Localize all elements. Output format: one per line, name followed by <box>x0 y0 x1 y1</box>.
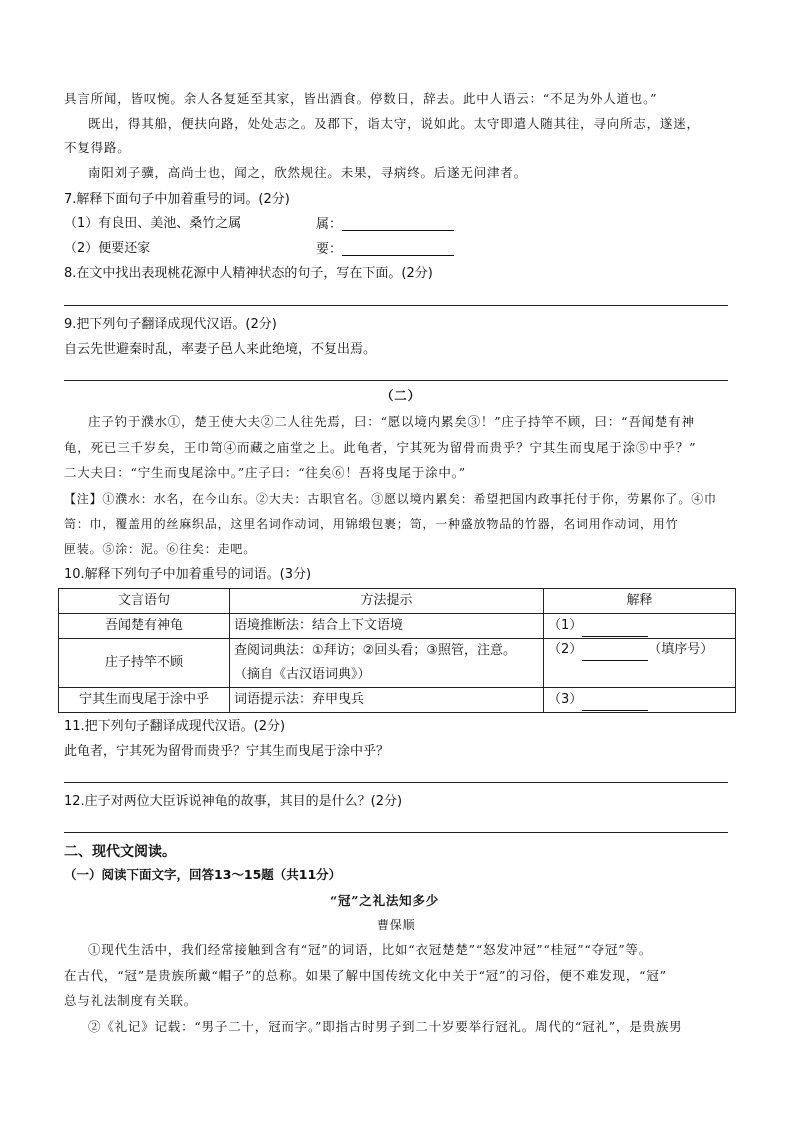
part2-heading: （二） <box>381 388 421 403</box>
row-2-method: 查阅词典法：①拜访；②回头看；③照管，注意。 <box>230 639 544 664</box>
q12-answer-line[interactable] <box>64 832 728 833</box>
q7-item-1: （1）有良田、美池、桑竹之属 <box>64 216 242 231</box>
part2-note-2: 笥：巾，覆盖用的丝麻织品，这里名词作动词，用锦缎包裹；笥，一种盛放物品的竹器，名词用作动词，用竹 <box>64 517 679 531</box>
table-row <box>59 639 736 664</box>
answer-blank[interactable] <box>582 625 648 637</box>
row-3-sentence: 宁其生而曳尾于涂中乎 <box>59 688 230 713</box>
header-method: 方法提示 <box>230 589 544 614</box>
q8-answer-line[interactable] <box>64 305 728 306</box>
answer-blank[interactable] <box>582 699 648 711</box>
q11-sentence: 此龟者，宁其死为留骨而贵乎？宁其生而曳尾于涂中乎？ <box>64 744 390 759</box>
row-2-answer[interactable] <box>544 639 736 688</box>
answer-blank[interactable] <box>582 649 648 661</box>
part2-note-3: 匣装。⑤涂：泥。⑥往矣：走吧。 <box>64 542 257 556</box>
q9-title: 9.把下列句子翻译成现代汉语。(2分) <box>64 317 277 332</box>
table-header-row <box>59 589 736 614</box>
q7-item-2: （2）便要还家 <box>64 241 151 256</box>
q7-title: 7.解释下面句子中加着重号的词。(2分) <box>64 192 290 207</box>
q7-item-1-label: 属： <box>316 217 343 232</box>
section2-heading: 二、现代文阅读。 <box>64 844 176 860</box>
q7-item-1-answer[interactable] <box>316 217 454 231</box>
article-line-2: 在古代，“冠”是贵族所戴“帽子”的总称。如果了解中国传统文化中关于“冠”的习俗，便不难发现，“冠” <box>64 968 667 983</box>
q9-answer-line[interactable] <box>64 380 728 381</box>
header-answer: 解释 <box>544 589 736 614</box>
q10-table <box>58 588 736 713</box>
q7-item-2-answer[interactable] <box>316 242 454 256</box>
row-1-method: 语境推断法：结合上下文语境 <box>230 614 544 639</box>
answer-blank[interactable] <box>342 217 454 231</box>
row-1-answer[interactable] <box>544 614 736 639</box>
part2-line-2: 龟，死已三千岁矣，王巾笥④而藏之庙堂之上。此龟者，宁其死为留骨而贵乎？宁其生而曳尾于涂⑤中乎？” <box>64 440 697 455</box>
answer-blank[interactable] <box>342 242 454 256</box>
q8-title: 8.在文中找出表现桃花源中人精神状态的句子，写在下面。(2分) <box>64 266 433 281</box>
article-line-4: ②《礼记》记载：“男子二十，冠而字。”即指古时男子到二十岁要举行冠礼。周代的“冠礼”，是贵族男 <box>88 1019 683 1034</box>
q11-answer-line[interactable] <box>64 782 728 783</box>
passage1-line-2: 既出，得其船，便扶向路，处处志之。及郡下，诣太守，说如此。太守即遣人随其往，寻向所志，遂迷， <box>88 116 700 131</box>
row-2-answer-note: （填序号） <box>648 642 714 657</box>
row-1-answer-label: （1） <box>548 618 583 633</box>
article-title: “冠”之礼法知多少 <box>330 893 440 908</box>
row-2-method-cont: （摘自《古汉语词典》） <box>230 663 544 688</box>
row-3-answer[interactable] <box>544 688 736 713</box>
article-line-3: 总与礼法制度有关联。 <box>64 993 198 1008</box>
article-author: 曹保顺 <box>377 918 416 932</box>
q10-title: 10.解释下列句子中加着重号的词语。(3分) <box>64 567 312 582</box>
row-3-method: 词语提示法：弃甲曳兵 <box>230 688 544 713</box>
table-row <box>59 688 736 713</box>
q11-title: 11.把下列句子翻译成现代汉语。(2分) <box>64 719 286 734</box>
part2-line-1: 庄子钓于濮水①，楚王使大夫②二人往先焉，曰：“愿以境内累矣③！”庄子持竿不顾，曰：“吾闻楚有神 <box>88 414 695 429</box>
passage1-line-1: 具言所闻，皆叹惋。余人各复延至其家，皆出酒食。停数日，辞去。此中人语云：“不足为外人道也。” <box>64 91 658 106</box>
part2-note-1: 【注】①濮水：水名，在今山东。②大夫：古职官名。③愿以境内累矣：希望把国内政事托付于你，劳累你了。④巾 <box>64 492 717 506</box>
header-sentence: 文言语句 <box>59 589 230 614</box>
passage1-line-4: 南阳刘子骥，高尚士也，闻之，欣然规往。未果，寻病终。后遂无问津者。 <box>88 165 527 180</box>
table-row <box>59 614 736 639</box>
q12-title: 12.庄子对两位大臣诉说神龟的故事，其目的是什么？(2分) <box>64 794 403 809</box>
row-2-sentence: 庄子持竿不顾 <box>59 639 230 688</box>
article-line-1: ①现代生活中，我们经常接触到含有“冠”的词语，比如“衣冠楚楚”“怒发冲冠”“桂冠”“夺冠”等。 <box>88 942 653 957</box>
row-1-sentence: 吾闻楚有神龟 <box>59 614 230 639</box>
passage1-line-3: 不复得路。 <box>64 140 131 155</box>
q7-item-2-label: 要： <box>316 242 343 257</box>
row-2-answer-label: （2） <box>548 642 583 657</box>
q9-sentence: 自云先世避秦时乱，率妻子邑人来此绝境，不复出焉。 <box>64 342 377 357</box>
row-3-answer-label: （3） <box>548 692 583 707</box>
part2-line-3: 二大夫曰：“宁生而曳尾涂中。”庄子曰：“往矣⑥！吾将曳尾于涂中。” <box>64 465 466 480</box>
section2-sub: （一）阅读下面文字，回答13～15题（共11分） <box>64 867 342 882</box>
